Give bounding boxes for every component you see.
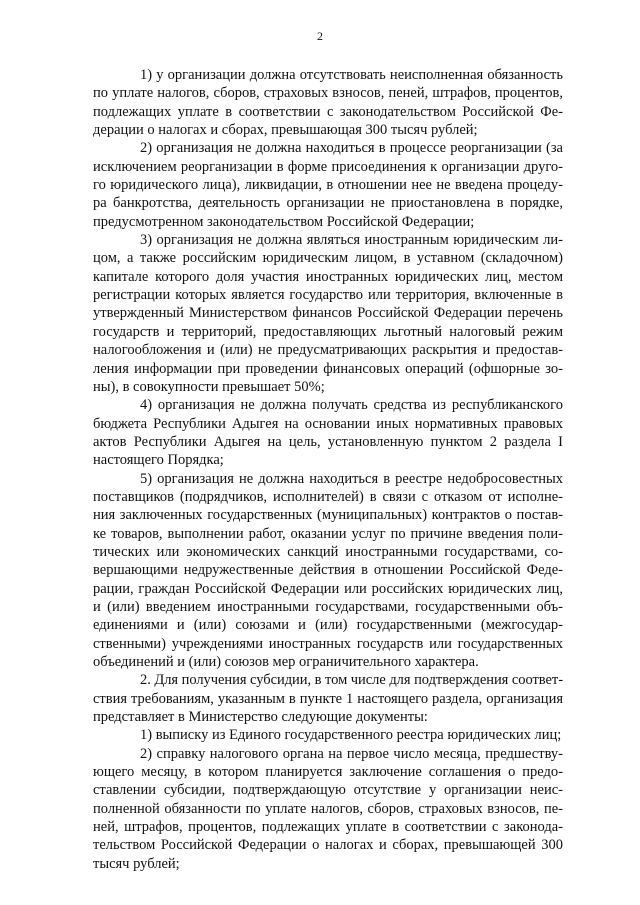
- text-line: го юридического лица), ликвидации, в отношении нее не введена процеду-: [93, 177, 563, 194]
- text-line: 1) выписку из Единого государственного реестра юридических лиц;: [140, 727, 562, 744]
- text-line: ке товаров, выполнении работ, оказании услуг по причине введения поли-: [93, 525, 563, 542]
- text-line: капитале которого доля участия иностранных юридических лиц, местом: [93, 268, 563, 285]
- text-line: 2) справку налогового органа на первое число месяца, предшеству-: [140, 745, 563, 762]
- text-line: тельством Российской Федерации о налогах и сборах, превышающей 300: [93, 837, 563, 854]
- text-line: ней, штрафов, процентов, подлежащих уплате в соответствии с законода-: [93, 819, 563, 836]
- text-line: государств и территорий, предоставляющих льготный налоговый режим: [93, 323, 563, 340]
- text-line: регистрации которых является государство или территория, включенные в: [93, 287, 563, 304]
- text-line: ствия требованиям, указанным в пункте 1 настоящего раздела, организация: [93, 690, 563, 707]
- text-line: актов Республики Адыгея на цель, установленную пунктом 2 раздела I: [93, 433, 563, 450]
- text-line: тысяч рублей;: [93, 855, 180, 872]
- text-line: ны), в совокупности превышает 50%;: [93, 378, 325, 395]
- text-line: тических или экономических санкций иностранными государствами, со-: [93, 543, 563, 560]
- text-line: цом, а также российским юридическим лицом, в уставном (складочном): [93, 250, 563, 267]
- text-line: полненной обязанности по уплате налогов, сборов, страховых взносов, пе-: [93, 800, 563, 817]
- text-line: настоящего Порядка;: [93, 452, 224, 469]
- text-line: 4) организация не должна получать средства из республиканского: [140, 397, 563, 414]
- text-line: вершающими недружественные действия в отношении Российской Феде-: [93, 562, 563, 579]
- text-line: ственными) учреждениями иностранных государств или государственных: [93, 635, 563, 652]
- text-line: ления информации при проведении финансовых операций (офшорные зо-: [93, 360, 563, 377]
- text-line: по уплате налогов, сборов, страховых взносов, пеней, штрафов, процентов,: [93, 85, 563, 102]
- text-line: ющего месяцу, в котором планируется заключение соглашения о предо-: [93, 764, 563, 781]
- text-line: 5) организация не должна находиться в реестре недобросовестных: [140, 470, 563, 487]
- text-line: 3) организация не должна являться иностранным юридическим ли-: [140, 232, 563, 249]
- text-line: бюджета Республики Адыгея на основании иных нормативных правовых: [93, 415, 563, 432]
- text-line: объединений и (или) союзов мер ограничительного характера.: [93, 654, 479, 670]
- text-line: представляет в Министерство следующие документы:: [93, 709, 428, 726]
- text-line: единениями и (или) союзами и (или) государственными (межгосудар-: [93, 617, 563, 634]
- text-line: налогообложения и (или) не предусматривающих раскрытия и предостав-: [93, 342, 563, 359]
- text-line: и (или) введением иностранными государствами, государственными объ-: [93, 598, 563, 615]
- text-line: поставщиков (подрядчиков, исполнителей) в связи с отказом от исполне-: [93, 488, 563, 505]
- text-line: ра банкротства, деятельность организации не приостановлена в порядке,: [93, 195, 563, 212]
- text-line: исключением реорганизации в форме присоединения к организации друго-: [93, 158, 563, 175]
- text-line: подлежащих уплате в соответствии с законодательством Российской Фе-: [93, 103, 563, 120]
- text-line: утвержденный Министерством финансов Российской Федерации перечень: [93, 305, 563, 322]
- text-line: дерации о налогах и сборах, превышающая 300 тысяч рублей;: [93, 122, 478, 139]
- text-line: ния заключенных государственных (муниципальных) контрактов о постав-: [93, 507, 563, 524]
- text-line: рации, граждан Российской Федерации или российских юридических лиц,: [93, 580, 563, 597]
- text-line: ставлении субсидии, подтверждающую отсутствие у организации неис-: [93, 782, 563, 799]
- text-line: 1) у организации должна отсутствовать неисполненная обязанность: [140, 67, 563, 83]
- text-line: 2) организация не должна находиться в процессе реорганизации (за: [140, 140, 563, 157]
- document-body: [93, 66, 563, 873]
- text-line: предусмотренном законодательством Российской Федерации;: [93, 213, 475, 230]
- text-line: 2. Для получения субсидии, в том числе для подтверждения соответ-: [140, 672, 563, 689]
- page-number: 2: [317, 29, 323, 43]
